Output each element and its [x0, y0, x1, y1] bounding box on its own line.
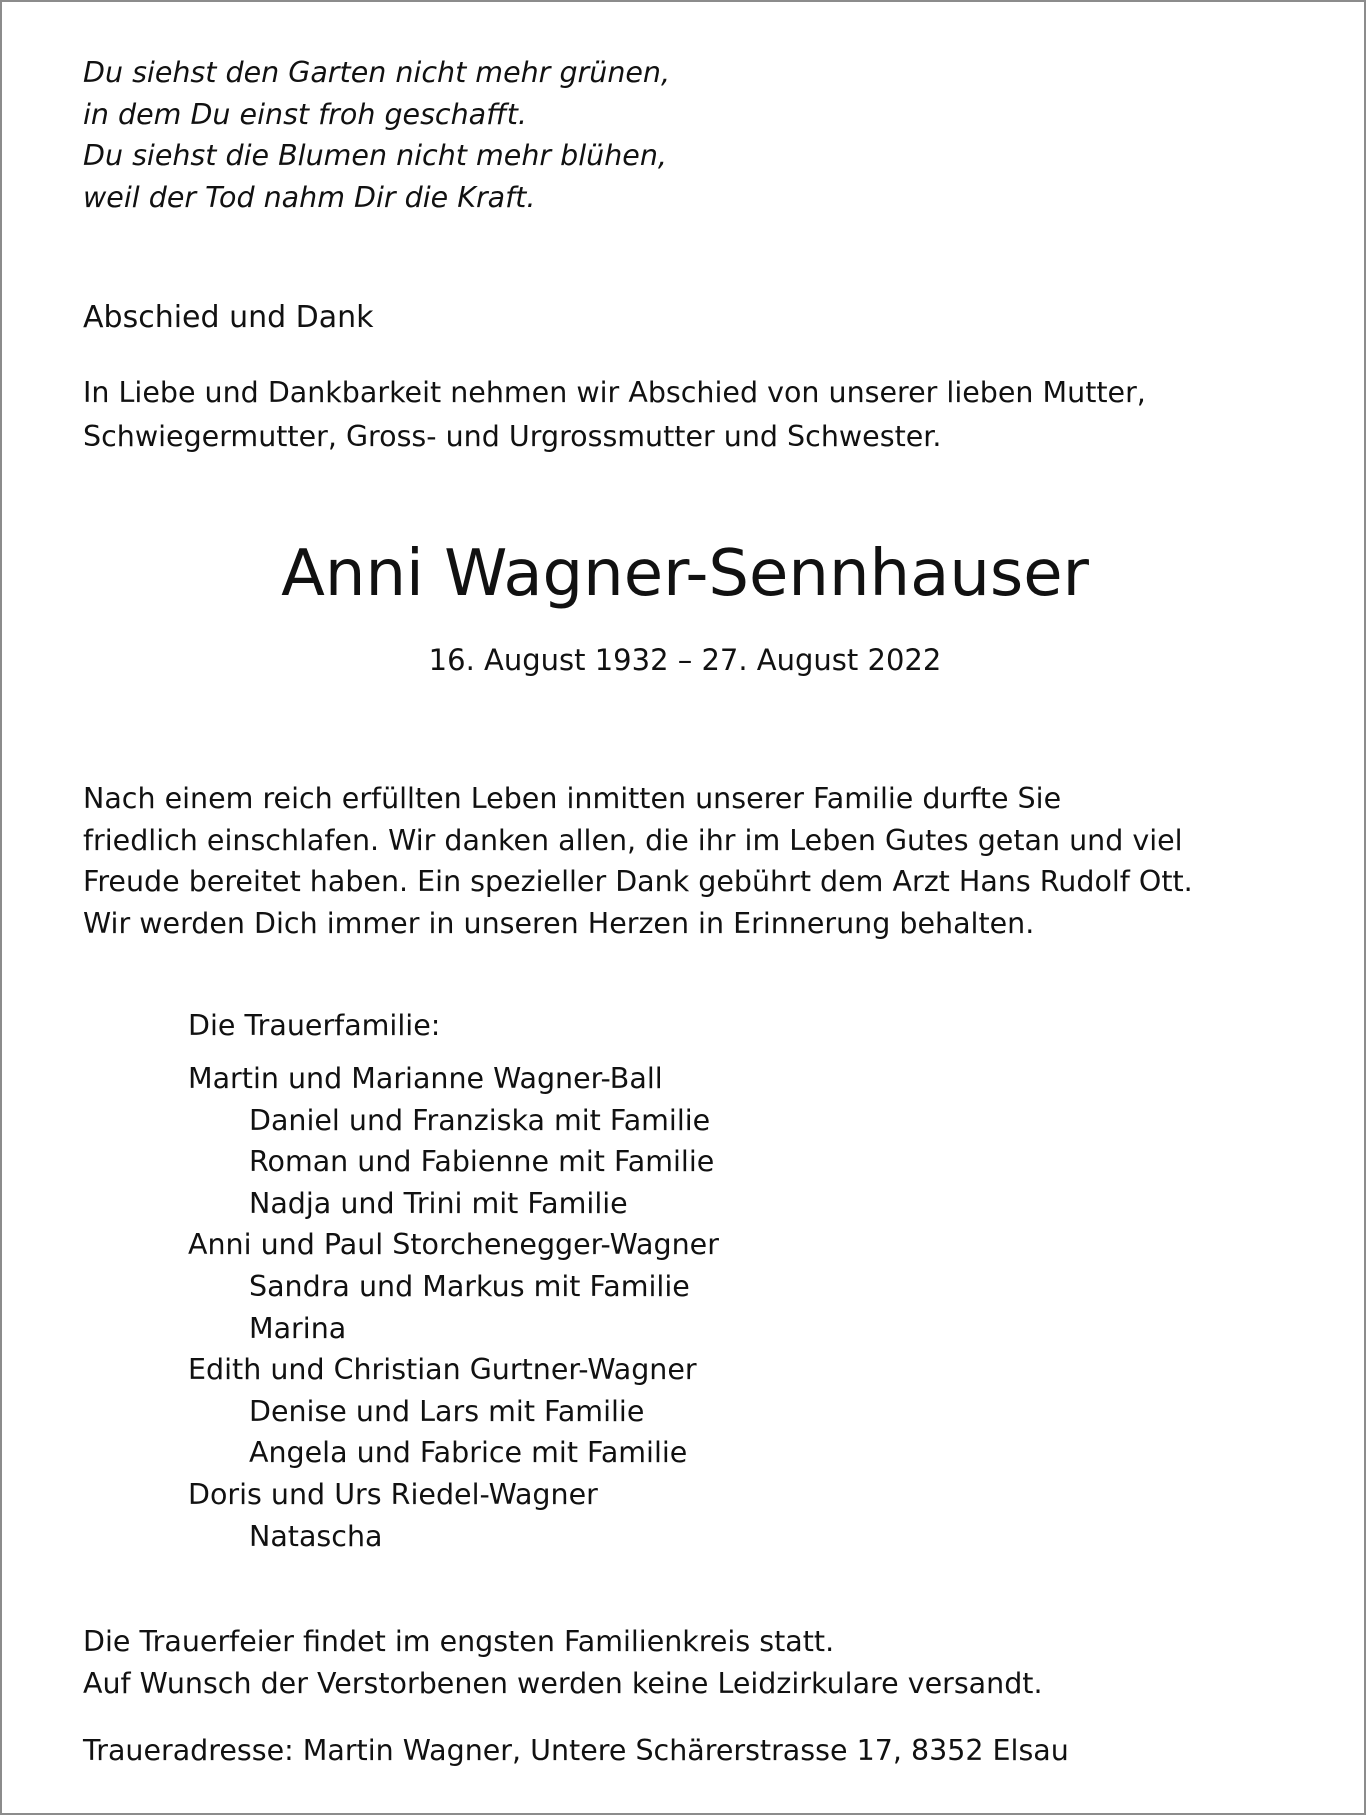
body-line: Wir werden Dich immer in unseren Herzen in Erinnerung behalten. [83, 906, 1035, 940]
family-member: Doris und Urs Riedel-Wagner [188, 1477, 598, 1511]
intro-line: Schwiegermutter, Gross- und Urgrossmutter und Schwester. [83, 420, 942, 453]
closing-paragraph [83, 1621, 1043, 1704]
family-member: Denise und Lars mit Familie [249, 1394, 645, 1428]
family-member: Angela und Fabrice mit Familie [249, 1436, 688, 1470]
family-member: Sandra und Markus mit Familie [249, 1269, 690, 1303]
family-member: Roman und Fabienne mit Familie [249, 1145, 715, 1179]
deceased-name: Anni Wagner-Sennhauser [281, 537, 1089, 611]
family-member: Daniel und Franziska mit Familie [249, 1103, 711, 1137]
family-member: Martin und Marianne Wagner-Ball [188, 1062, 663, 1095]
family-list [188, 1058, 719, 1557]
family-title: Die Trauerfamilie: [188, 1009, 441, 1042]
mourning-address: Traueradresse: Martin Wagner, Untere Schärerstrasse 17, 8352 Elsau [83, 1734, 1069, 1767]
family-member: Marina [249, 1311, 347, 1345]
family-member: Edith und Christian Gurtner-Wagner [188, 1353, 697, 1387]
intro-paragraph [83, 371, 1146, 459]
poem-line: Du siehst die Blumen nicht mehr blühen, [83, 139, 667, 172]
body-line: friedlich einschlafen. Wir danken allen, die ihr im Leben Gutes getan und viel [83, 823, 1183, 857]
life-dates: 16. August 1932 – 27. August 2022 [428, 643, 942, 677]
body-line: Nach einem reich erfüllten Leben inmitten unserer Familie durfte Sie [83, 782, 1062, 815]
family-member: Nadja und Trini mit Familie [249, 1186, 628, 1220]
family-member: Natascha [249, 1519, 383, 1553]
poem-line: weil der Tod nahm Dir die Kraft. [83, 180, 536, 214]
body-paragraph [83, 778, 1193, 944]
body-line: Freude bereitet haben. Ein spezieller Dank gebührt dem Arzt Hans Rudolf Ott. [83, 865, 1193, 898]
poem-line: in dem Du einst froh geschafft. [83, 97, 527, 131]
family-member: Anni und Paul Storchenegger-Wagner [188, 1228, 719, 1262]
poem [83, 52, 670, 218]
closing-line: Die Trauerfeier findet im engsten Familienkreis statt. [83, 1625, 835, 1658]
intro-line: In Liebe und Dankbarkeit nehmen wir Abschied von unserer lieben Mutter, [83, 376, 1146, 409]
poem-line: Du siehst den Garten nicht mehr grünen, [83, 56, 671, 89]
section-heading: Abschied und Dank [83, 300, 374, 335]
closing-line: Auf Wunsch der Verstorbenen werden keine Leidzirkulare versandt. [83, 1666, 1043, 1700]
